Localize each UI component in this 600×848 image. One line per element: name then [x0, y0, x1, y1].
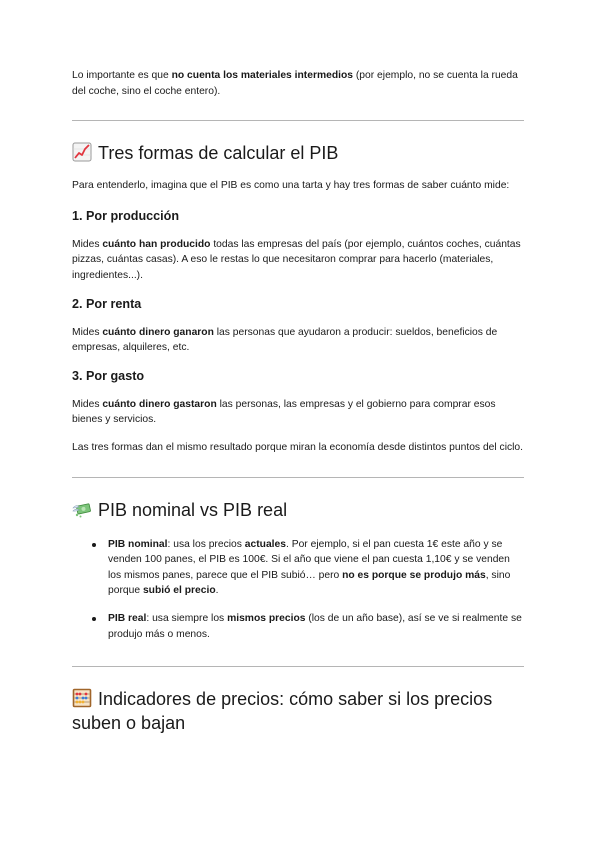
paragraph-text: Mides [72, 326, 103, 338]
section-heading-tres-formas [72, 141, 524, 165]
method-heading-produccion: 1. Por producción [72, 208, 180, 223]
item-text: : usa siempre los [146, 612, 228, 624]
paragraph-text: Mides [72, 238, 103, 250]
item-text: : usa los precios [167, 538, 245, 550]
divider [72, 120, 524, 121]
section-heading-pib-nominal-real [72, 498, 524, 522]
paragraph-text: las personas, las empresas y el gobierno para comprar esos bienes y servicios. [72, 398, 496, 426]
method-paragraph-produccion [72, 237, 524, 284]
abacus-icon [72, 688, 92, 708]
intro-bold: no cuenta los materiales intermedios [171, 70, 354, 81]
intro-paragraph [72, 68, 524, 99]
method-paragraph-renta [72, 325, 524, 356]
closing-paragraph: Las tres formas dan el mismo resultado porque miran la economía desde distintos puntos del ciclo. [72, 441, 524, 453]
method-paragraph-gasto [72, 397, 524, 428]
section-title: Indicadores de precios: cómo saber si los precios suben o bajan [72, 689, 493, 734]
paragraph-text: Mides [72, 398, 103, 410]
item-text: , sino porque [108, 569, 511, 597]
section-title: Tres formas de calcular el PIB [98, 143, 339, 164]
item-text: . [215, 585, 219, 597]
bullet-list [72, 537, 524, 643]
paragraph-bold: cuánto han producido [102, 238, 211, 250]
item-bold: PIB real [108, 612, 147, 624]
divider [72, 477, 524, 478]
item-bold: PIB nominal [108, 538, 168, 550]
paragraph-bold: cuánto dinero ganaron [102, 326, 214, 338]
item-bold: actuales [244, 538, 286, 550]
intro-text: Lo importante es que [72, 70, 172, 81]
method-heading-renta: 2. Por renta [72, 296, 142, 311]
money-with-wings-icon [72, 499, 92, 519]
list-item [108, 537, 524, 599]
chart-increasing-icon [72, 142, 92, 162]
section-heading-indicadores [72, 687, 524, 735]
item-text: (los de un año base), así se ve si realmente se produjo más o menos. [108, 612, 522, 640]
item-text: . Por ejemplo, si el pan cuesta 1€ este año y se venden 100 panes, el PIB es 100€. Si el año que viene el pan cuesta 1,10€ y se venden los mismos panes, parece que el PIB subió… pero [108, 538, 510, 581]
divider [72, 666, 524, 667]
item-bold: subió el precio [142, 585, 216, 597]
intro-text-end: (por ejemplo, no se cuenta la rueda del coche, sino el coche entero). [72, 70, 518, 97]
item-bold: mismos precios [227, 612, 306, 624]
lead-paragraph: Para entenderlo, imagina que el PIB es como una tarta y hay tres formas de saber cuánto mide: [72, 180, 510, 192]
paragraph-bold: cuánto dinero gastaron [102, 398, 217, 410]
paragraph-text: las personas que ayudaron a producir: sueldos, beneficios de empresas, alquileres, etc. [72, 326, 498, 354]
method-heading-gasto: 3. Por gasto [72, 368, 145, 383]
list-item [108, 611, 524, 642]
item-bold: no es porque se produjo más [342, 569, 486, 581]
paragraph-text: todas las empresas del país (por ejemplo, cuántos coches, cuántas pizzas, cuántas casas). A eso le restas lo que necesitaron comprar para hacerlo (materiales, ingredientes...). [72, 238, 521, 281]
section-title: PIB nominal vs PIB real [98, 499, 288, 520]
